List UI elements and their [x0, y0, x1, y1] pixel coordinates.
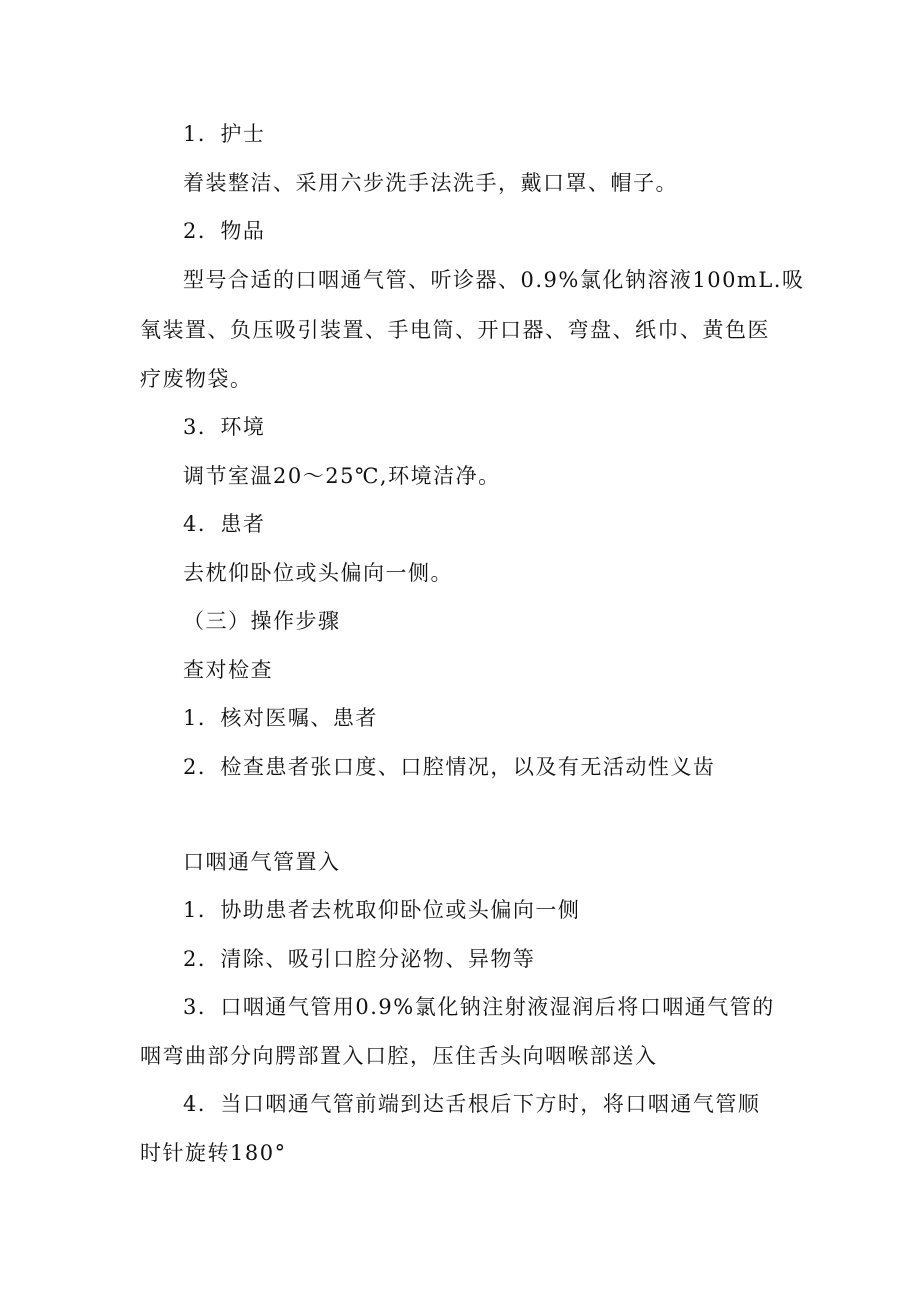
insertion-step-4-line-2: 时针旋转180° — [140, 1141, 287, 1165]
paragraph-nurse: 着装整洁、采用六步洗手法洗手，戴口罩、帽子。 — [183, 171, 678, 195]
heading-supplies: 2．物品 — [183, 219, 266, 243]
paragraph-supplies-line-2: 氧装置、负压吸引装置、手电筒、开口器、弯盘、纸巾、黄色医 — [140, 318, 770, 342]
paragraph-patient: 去枕仰卧位或头偏向一侧。 — [183, 561, 453, 585]
subheading-check: 查对检查 — [183, 658, 273, 682]
section-heading-procedure: （三）操作步骤 — [183, 609, 341, 633]
insertion-step-3-line-1: 3．口咽通气管用0.9%氯化钠注射液湿润后将口咽通气管的 — [183, 995, 775, 1019]
insertion-step-1: 1．协助患者去枕取仰卧位或头偏向一侧 — [183, 898, 581, 922]
subheading-insertion: 口咽通气管置入 — [183, 850, 341, 874]
check-step-2: 2．检查患者张口度、口腔情况，以及有无活动性义齿 — [183, 755, 716, 779]
insertion-step-2: 2．清除、吸引口腔分泌物、异物等 — [183, 947, 536, 971]
paragraph-environment: 调节室温20～25℃,环境洁净。 — [183, 464, 501, 488]
heading-patient: 4．患者 — [183, 512, 266, 536]
insertion-step-4-line-1: 4．当口咽通气管前端到达舌根后下方时，将口咽通气管顺 — [183, 1092, 761, 1116]
paragraph-supplies-line-3: 疗废物袋。 — [140, 367, 253, 391]
check-step-1: 1．核对医嘱、患者 — [183, 706, 378, 730]
heading-environment: 3．环境 — [183, 415, 266, 439]
insertion-step-3-line-2: 咽弯曲部分向腭部置入口腔，压住舌头向咽喉部送入 — [140, 1044, 658, 1068]
heading-nurse: 1．护士 — [183, 122, 266, 146]
paragraph-supplies-line-1: 型号合适的口咽通气管、听诊器、0.9%氯化钠溶液100mL.吸 — [183, 268, 805, 292]
